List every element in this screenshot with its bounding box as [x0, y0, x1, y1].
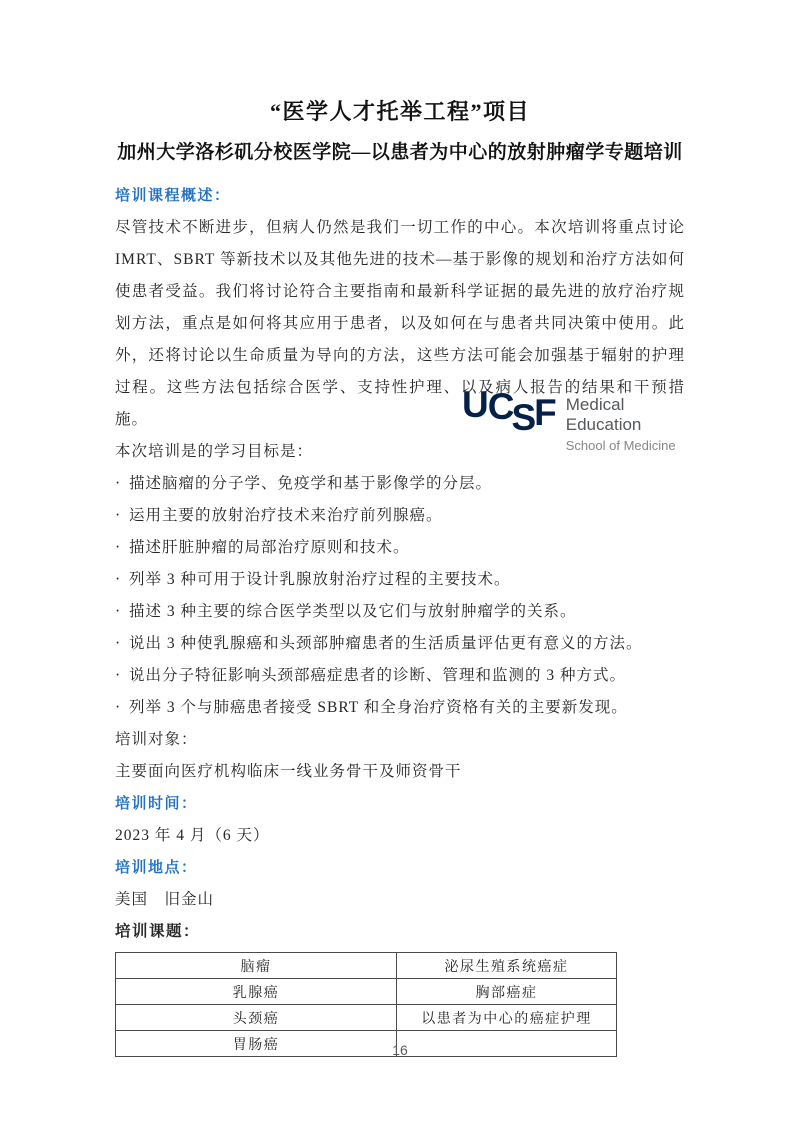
goal-item: [115, 564, 685, 596]
bullet-icon: ·: [115, 635, 122, 652]
overview-paragraph: 尽管技术不断进步，但病人仍然是我们一切工作的中心。本次培训将重点讨论 IMRT、SBRT 等新技术以及其他先进的技术—基于影像的规划和治疗方法如何使患者受益。我们将讨论符合主要指南和最新科学证据的最先进的放疗治疗规划方法，重点是如何将其应用于患者，以及如何在与患者共同决策中使用。此外，还将讨论以生命质量为导向的方法，这些方法可能会加强基于辐射的护理过程。这些方法包括综合医学、支持性护理、以及病人报告的结果和干预措施。: [115, 219, 685, 428]
goal-item: [115, 532, 685, 564]
time-text: 2023 年 4 月（6 天）: [115, 827, 270, 844]
goal-text: 描述脑瘤的分子学、免疫学和基于影像学的分层。: [129, 475, 493, 492]
table-row: [116, 979, 617, 1005]
goal-item: [115, 596, 685, 628]
bullet-icon: ·: [115, 571, 122, 588]
goal-item: [115, 692, 685, 724]
goals-intro: 本次培训是的学习目标是：: [115, 443, 314, 460]
ucsf-school-line: School of Medicine: [565, 438, 676, 453]
table-cell: 以患者为中心的癌症护理: [397, 1005, 617, 1031]
ucsf-letter-u: U: [462, 384, 489, 425]
table-cell: 头颈癌: [116, 1005, 397, 1031]
goal-text: 列举 3 种可用于设计乳腺放射治疗过程的主要技术。: [129, 571, 511, 588]
table-row: [116, 1005, 617, 1031]
goal-text: 描述肝脏肿瘤的局部治疗原则和技术。: [129, 539, 410, 556]
ucsf-unit-line1: Medical: [565, 395, 625, 414]
table-row: [116, 953, 617, 979]
ucsf-logo-text: [566, 386, 676, 454]
bullet-icon: ·: [115, 603, 122, 620]
goal-text: 列举 3 个与肺癌患者接受 SBRT 和全身治疗资格有关的主要新发现。: [129, 699, 628, 716]
goal-item: [115, 628, 685, 660]
goal-text: 说出 3 种使乳腺癌和头颈部肿瘤患者的生活质量评估更有意义的方法。: [129, 635, 643, 652]
bullet-icon: ·: [115, 699, 122, 716]
goal-item: [115, 500, 685, 532]
goal-text: 说出分子特征影响头颈部癌症患者的诊断、管理和监测的 3 种方式。: [129, 667, 627, 684]
goal-item: [115, 660, 685, 692]
table-cell: 脑瘤: [116, 953, 397, 979]
ucsf-wordmark-icon: [462, 384, 557, 438]
table-cell: 胸部癌症: [397, 979, 617, 1005]
section-heading-overview: 培训课程概述：: [115, 188, 231, 204]
section-heading-location: 培训地点：: [115, 860, 198, 876]
bullet-icon: ·: [115, 507, 122, 524]
ucsf-letter-s: S: [511, 397, 537, 438]
table-cell: 乳腺癌: [116, 979, 397, 1005]
bullet-icon: ·: [115, 539, 122, 556]
page-subtitle: 加州大学洛杉矶分校医学院—以患者为中心的放射肿瘤学专题培训: [117, 142, 683, 163]
topics-heading: 培训课题：: [115, 923, 201, 940]
bullet-icon: ·: [115, 475, 122, 492]
goal-text: 运用主要的放射治疗技术来治疗前列腺癌。: [129, 507, 443, 524]
bullet-icon: ·: [115, 667, 122, 684]
goal-item: [115, 468, 685, 500]
audience-heading: 培训对象：: [115, 731, 198, 748]
table-cell: 泌尿生殖系统癌症: [397, 953, 617, 979]
ucsf-logo: [462, 386, 676, 454]
ucsf-unit-line2: Education: [565, 415, 642, 434]
goal-text: 描述 3 种主要的综合医学类型以及它们与放射肿瘤学的关系。: [129, 603, 577, 620]
page-number: 16: [392, 1042, 408, 1058]
ucsf-letter-c: C: [487, 386, 515, 427]
section-heading-time: 培训时间：: [115, 796, 198, 812]
table-cell: 胃肠癌: [116, 1031, 397, 1057]
audience-text: 主要面向医疗机构临床一线业务骨干及师资骨干: [115, 763, 462, 780]
location-text: 美国 旧金山: [115, 891, 215, 908]
ucsf-letter-f: F: [534, 392, 557, 433]
page-title: “医学人才托举工程”项目: [269, 99, 530, 124]
